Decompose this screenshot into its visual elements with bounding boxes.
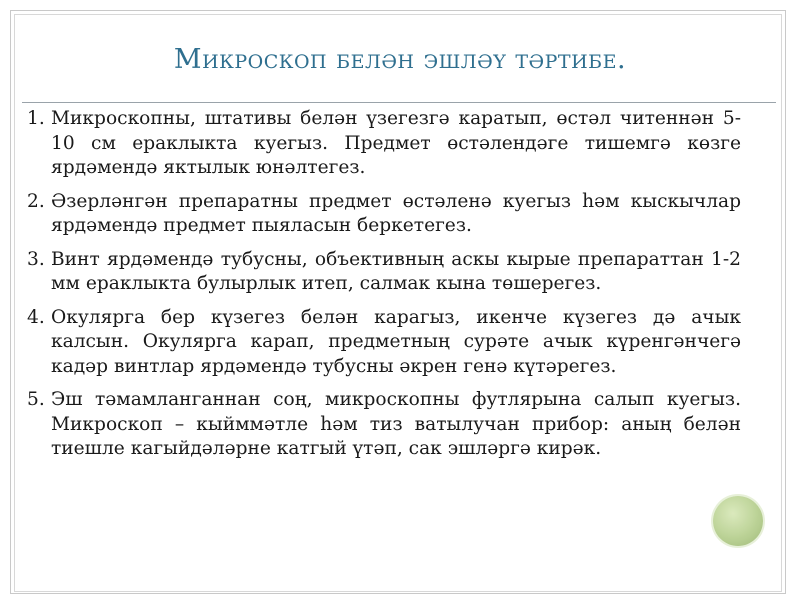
instruction-list bbox=[27, 107, 741, 471]
instruction-number: 4. bbox=[27, 306, 45, 328]
instruction-item bbox=[27, 107, 741, 181]
instruction-text: Окулярга бер күзегез белән карагыз, икенче күзегез дә ачык калсын. Окулярга карап, предметның сурәте ачык күренгәнчегә кадәр винтлар ярдәмендә тубусны әкрен генә күтәрегез. bbox=[51, 306, 741, 377]
instruction-number: 2. bbox=[27, 190, 45, 212]
slide-title: Микроскоп белән эшләү тәртибе. bbox=[173, 44, 627, 75]
instruction-text: Микроскопны, штативы белән үзегезгә каратып, өстәл читеннән 5-10 см ераклыкта куегыз. Предмет өстәлендәге тишемгә көзге ярдәмендә яктылык юнәлтегез. bbox=[51, 108, 741, 178]
instruction-text: Эш тәмамланганнан соң, микроскопны футлярына салып куегыз. Микроскоп – кыйммәтле һәм тиз ватылучан прибор: аның белән тиешле кагыйдәләрне катгый үтәп, сак эшләргә кирәк. bbox=[51, 389, 741, 459]
instruction-text: Әзерләнгән препаратны предмет өстәленә куегыз һәм кыскычлар ярдәмендә предмет пыяласын беркетегез. bbox=[51, 190, 741, 236]
instruction-item bbox=[27, 190, 741, 239]
instruction-number: 5. bbox=[27, 389, 45, 410]
decorative-circle bbox=[713, 496, 763, 546]
instruction-item bbox=[27, 248, 741, 297]
title-divider bbox=[22, 102, 776, 103]
instruction-number: 3. bbox=[27, 248, 45, 270]
instruction-item bbox=[27, 306, 741, 380]
instruction-text: Винт ярдәмендә тубусны, объективның аскы кырые препараттан 1-2 мм ераклыкта булырлык итеп, салмак кына төшерегез. bbox=[51, 248, 741, 294]
instruction-item bbox=[27, 388, 741, 462]
instruction-number: 1. bbox=[27, 108, 45, 129]
